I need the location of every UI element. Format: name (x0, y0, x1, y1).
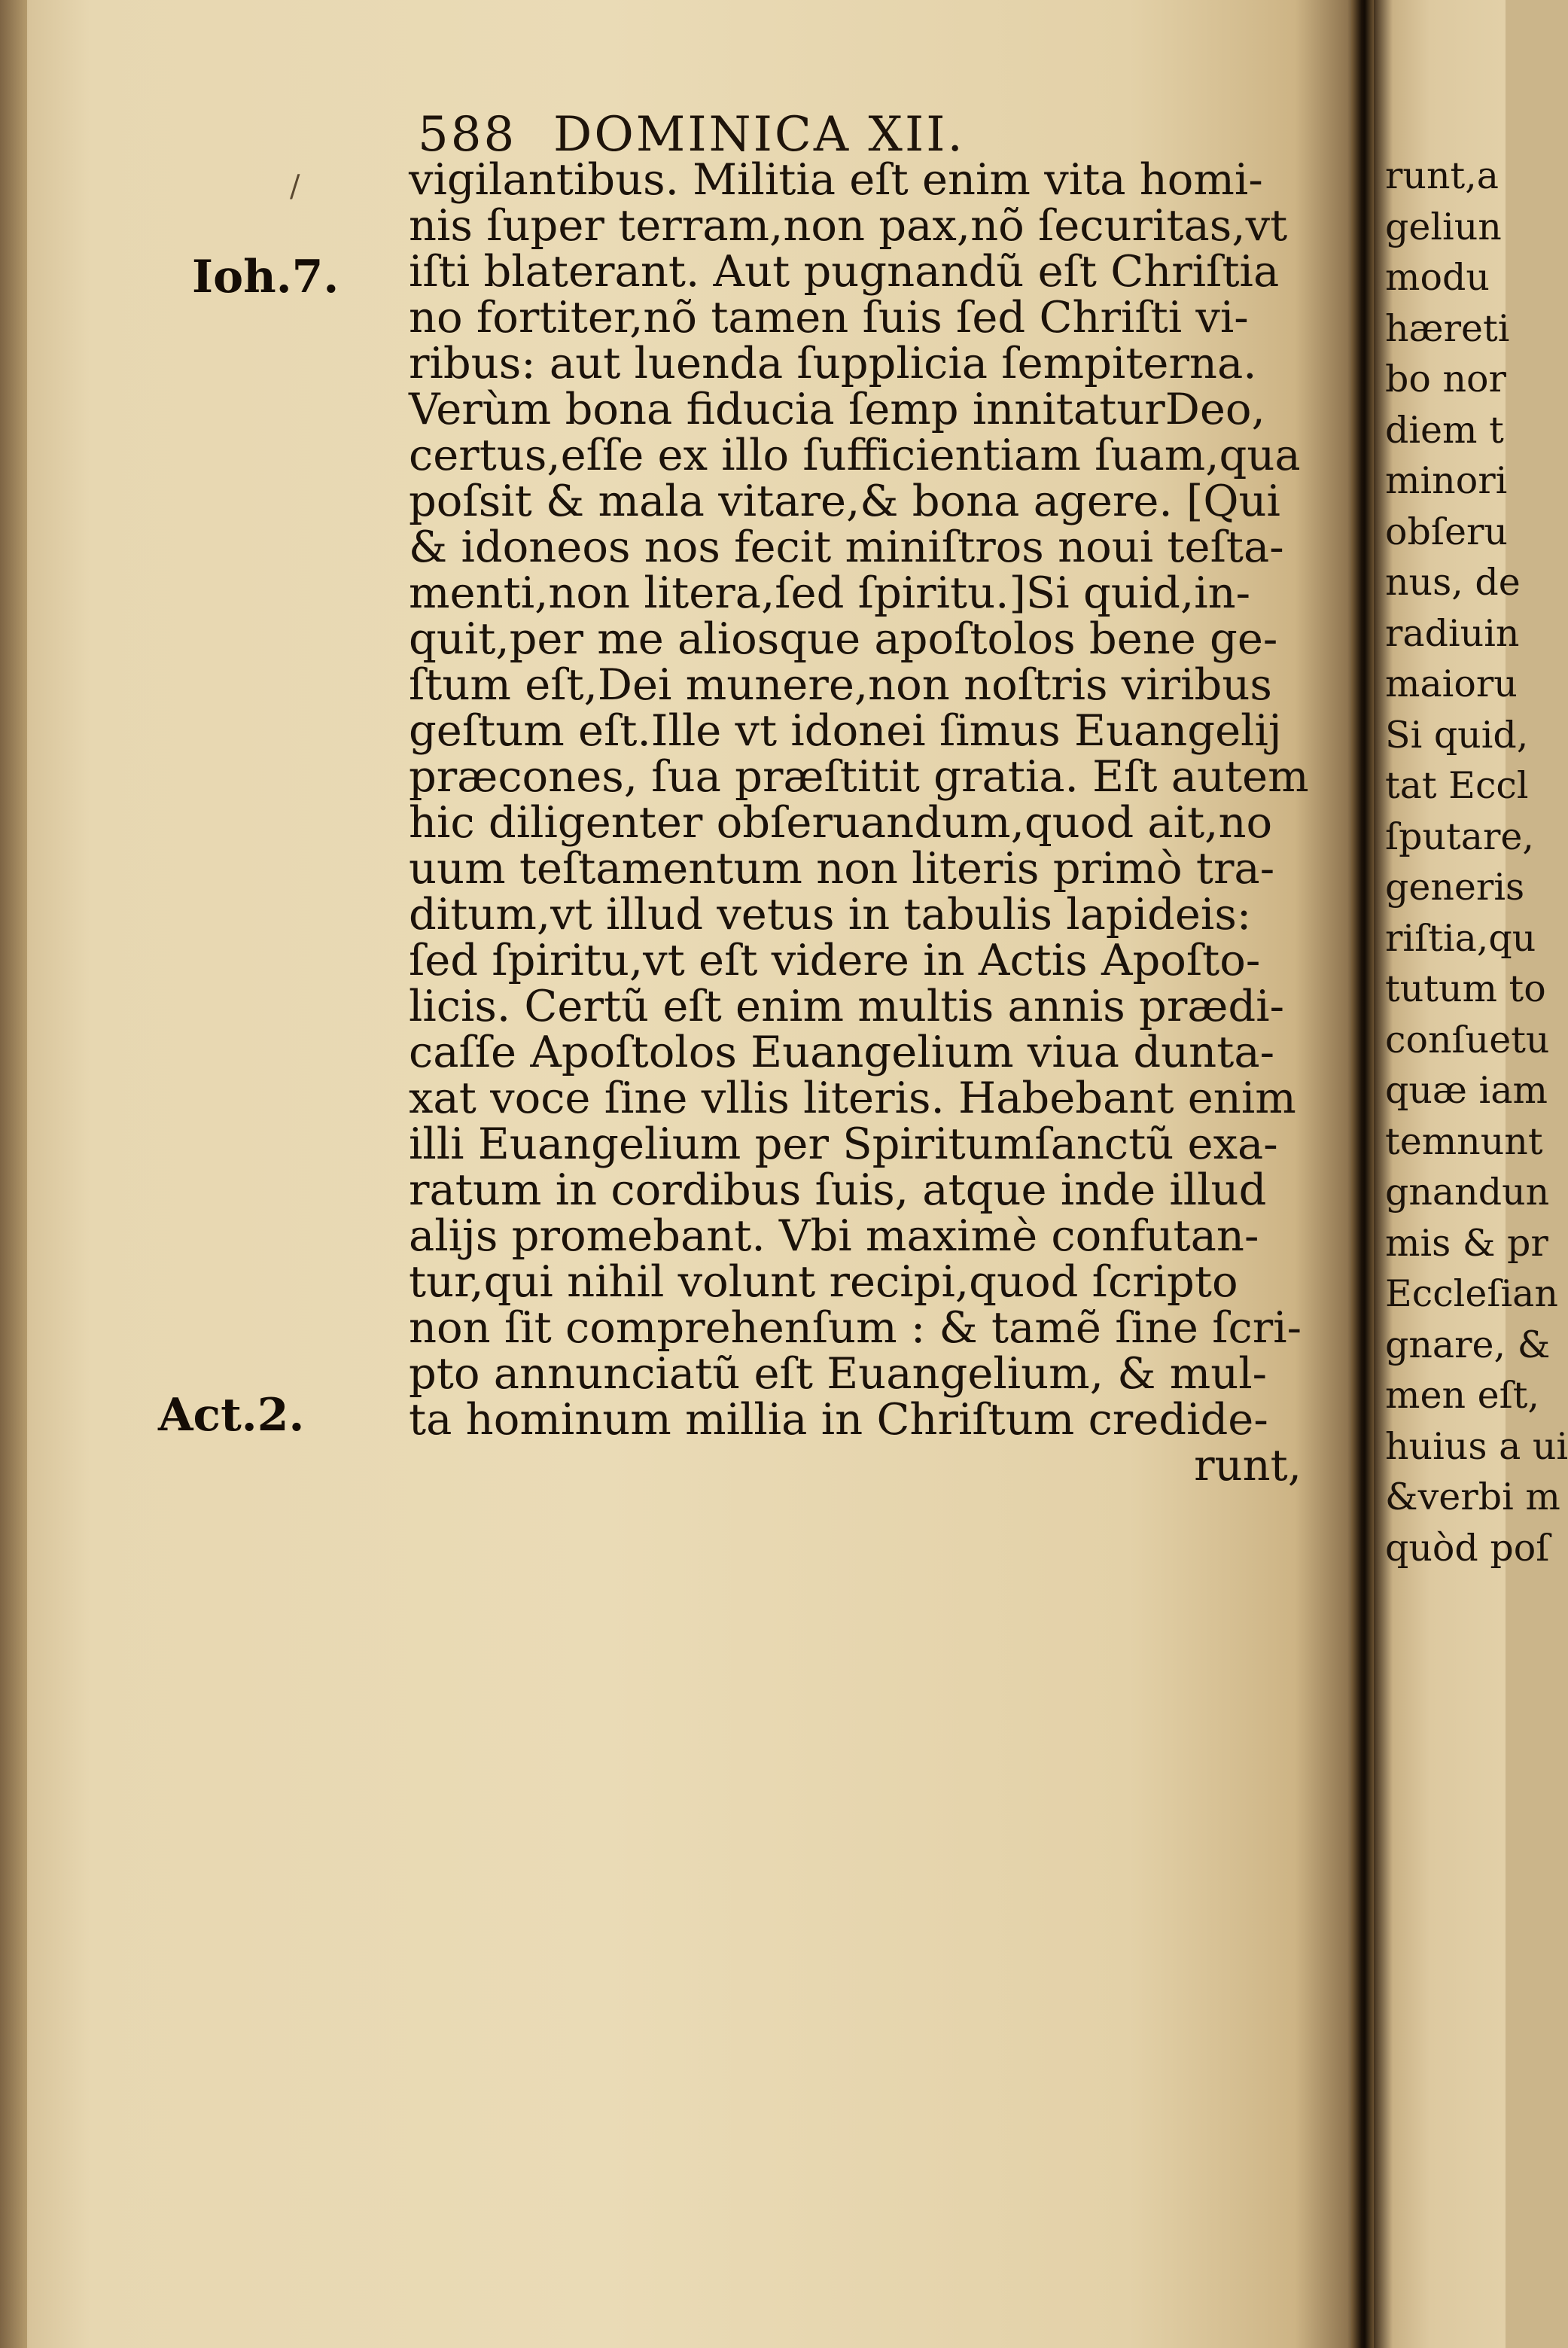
right-text-line: gnandun (1385, 1171, 1550, 1214)
right-text-line: riſtia,qu (1385, 916, 1536, 960)
text-line: & idoneos nos fecit miniſtros noui teſta- (409, 522, 1284, 572)
ink-mark: / (290, 169, 300, 204)
right-text-line: radiuin (1385, 611, 1520, 655)
right-page-text-fragment (1385, 151, 1568, 1573)
text-line: tur,qui nihil volunt recipi,quod ſcripto (409, 1256, 1238, 1307)
right-text-line: runt,a (1385, 154, 1499, 197)
right-text-line: quæ iam (1385, 1069, 1548, 1112)
right-text-line: modu (1385, 256, 1490, 299)
text-line: ditum,vt illud vetus in tabulis lapideis: (409, 889, 1252, 940)
catchword: runt, (1194, 1440, 1302, 1491)
margin-note-act: Act.2. (158, 1389, 305, 1442)
right-text-line: men eſt, (1385, 1374, 1539, 1417)
right-text-line: obſeru (1385, 510, 1508, 553)
text-line: Verùm bona fiducia ſemp innitaturDeo, (409, 384, 1265, 434)
text-line: nis ſuper terram,non pax,nõ ſecuritas,vt (409, 200, 1288, 251)
right-text-line: temnunt (1385, 1119, 1543, 1163)
left-page-edge (0, 0, 27, 2348)
text-line: poſsit & mala vitare,& bona agere. [Qui (409, 476, 1280, 526)
text-line: præcones, ſua præſtitit gratia. Eſt autem (409, 751, 1309, 802)
right-text-line: &verbi m (1385, 1475, 1560, 1518)
right-text-line: hæreti (1385, 306, 1510, 350)
text-line: certus,eſſe ex illo ſufficientiam ſuam,qua (409, 430, 1301, 480)
right-text-line: tutum to (1385, 967, 1546, 1010)
text-line: ſtum eſt,Dei munere,non noſtris viribus (409, 659, 1272, 710)
text-line: vigilantibus. Militia eſt enim vita homi- (409, 154, 1263, 205)
text-line: ſed ſpiritu,vt eſt videre in Actis Apoſto- (409, 935, 1261, 985)
right-text-line: conſuetu (1385, 1018, 1550, 1061)
right-text-line: Eccleſian (1385, 1272, 1558, 1315)
page-number: 588 (418, 107, 517, 163)
right-text-line: gnare, & (1385, 1323, 1551, 1366)
right-text-line: Si quid, (1385, 713, 1529, 757)
text-line: hic diligenter obſeruandum,quod ait,no (409, 797, 1273, 848)
text-line: ratum in cordibus ſuis, atque inde illud (409, 1165, 1267, 1215)
right-text-line: ſputare, (1385, 815, 1534, 858)
text-line: uum teſtamentum non literis primò tra- (409, 843, 1275, 894)
text-line: iſti blaterant. Aut pugnandũ eſt Chriſtia (409, 246, 1280, 297)
right-text-line: mis & pr (1385, 1221, 1548, 1265)
right-text-line: minori (1385, 459, 1508, 502)
text-line: illi Euangelium per Spiritumſanctũ exa- (409, 1119, 1278, 1169)
text-line: quit,per me aliosque apoſtolos bene ge- (409, 614, 1278, 664)
right-text-line: diem t (1385, 408, 1504, 452)
right-text-line: generis (1385, 866, 1525, 909)
margin-note-ioh: Ioh.7. (192, 251, 339, 303)
text-line: licis. Certũ eſt enim multis annis prædi- (409, 981, 1285, 1031)
text-line: alijs promebant. Vbi maximè confutan- (409, 1211, 1259, 1261)
right-text-line: geliun (1385, 205, 1502, 248)
right-text-line: huius a ui (1385, 1424, 1568, 1468)
right-text-line: maioru (1385, 662, 1518, 705)
right-text-line: nus, de (1385, 561, 1521, 604)
right-text-line: bo nor (1385, 358, 1506, 400)
text-line: non ſit comprehenſum : & tamẽ ſine ſcri- (409, 1302, 1302, 1353)
text-line: xat voce ſine vllis literis. Habebant enim (409, 1073, 1296, 1123)
text-line: no fortiter,nõ tamen ſuis ſed Chriſti vi- (409, 292, 1249, 343)
text-line: pto annunciatũ eſt Euangelium, & mul- (409, 1348, 1268, 1399)
book-gutter (1351, 0, 1374, 2348)
text-line: caſſe Apoſtolos Euangelium viua dunta- (409, 1027, 1275, 1077)
running-title: DOMINICA XII. (553, 107, 965, 163)
main-text-block (409, 154, 1312, 1491)
right-text-line: tat Eccl (1385, 764, 1529, 807)
text-line: ribus: aut luenda ſupplicia ſempiterna. (409, 338, 1257, 388)
right-text-line: quòd poſ (1385, 1526, 1550, 1570)
text-line: geſtum eſt.Ille vt idonei ſimus Euangelij (409, 705, 1282, 756)
text-line: ta hominum millia in Chriſtum credide- (409, 1394, 1268, 1445)
text-line: menti,non litera,ſed ſpiritu.]Si quid,in- (409, 568, 1251, 618)
